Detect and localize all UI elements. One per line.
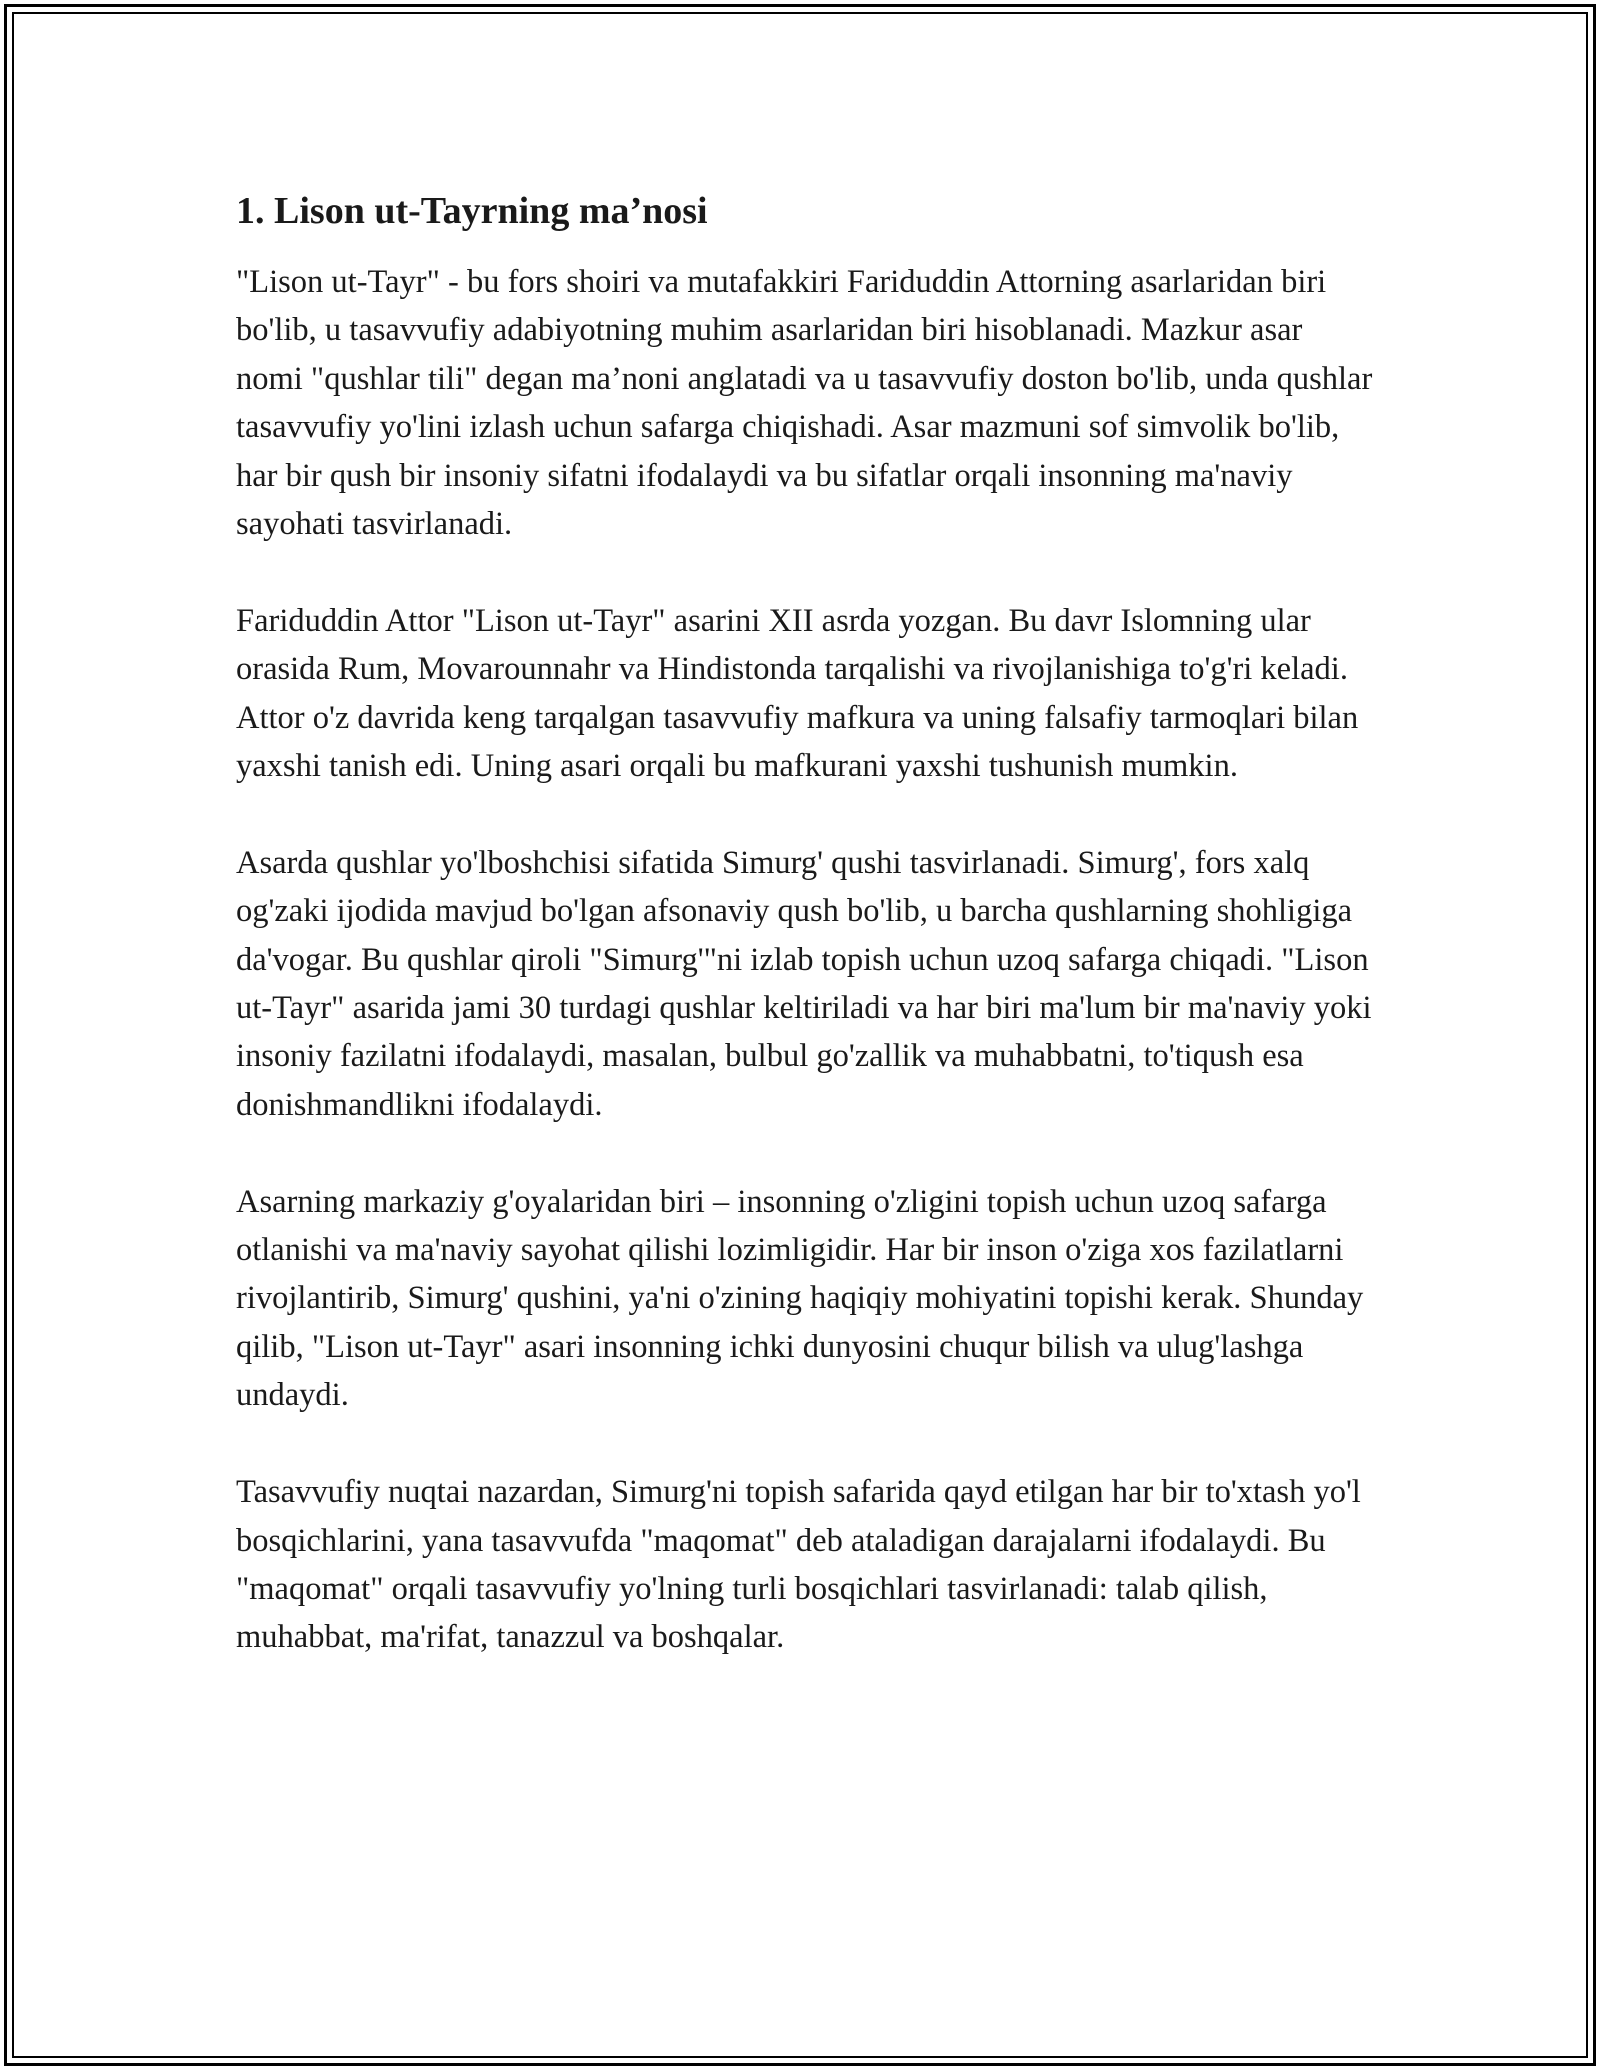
paragraph-1: "Lison ut-Tayr" - bu fors shoiri va mutafakkiri Fariduddin Attorning asarlaridan biri bo'lib, u tasavvufiy adabiyotning muhim asarlaridan biri hisoblanadi. Mazkur asar nomi "qushlar tili" degan ma’noni anglatadi va u tasavvufiy doston bo'lib, unda qushlar tasavvufiy yo'lini izlash uchun safarga chiqishadi. Asar mazmuni sof simvolik bo'lib, har bir qush bir insoniy sifatni ifodalaydi va bu sifatlar orqali insonning ma'naviy sayohati tasvirlanadi.: [236, 264, 1373, 543]
paragraph-5: Tasavvufiy nuqtai nazardan, Simurg'ni topish safarida qayd etilgan har bir to'xtash yo'l bosqichlarini, yana tasavvufda "maqomat" deb ataladigan darajalarni ifodalaydi. Bu "maqomat" orqali tasavvufiy yo'lning turli bosqichlari tasvirlanadi: talab qilish, muhabbat, ma'rifat, tanazzul va boshqalar.: [236, 1474, 1361, 1656]
paragraph-2: Fariduddin Attor "Lison ut-Tayr" asarini XII asrda yozgan. Bu davr Islomning ular orasida Rum, Movarounnahr va Hindistonda tarqalishi va rivojlanishiga to'g'ri keladi. Attor o'z davrida keng tarqalgan tasavvufiy mafkura va uning falsafiy tarmoqlari bilan yaxshi tanish edi. Uning asari orqali bu mafkurani yaxshi tushunish mumkin.: [236, 602, 1359, 785]
document-title: 1. Lison ut-Tayrning ma’nosi: [236, 190, 708, 232]
document-body: [236, 186, 1376, 1710]
paragraph-3: Asarda qushlar yo'lboshchisi sifatida Simurg' qushi tasvirlanadi. Simurg', fors xalq og'zaki ijodida mavjud bo'lgan afsonaviy qush bo'lib, u barcha qushlarning shohligiga da'vogar. Bu qushlar qiroli "Simurg'"ni izlab topish uchun uzoq safarga chiqadi. "Lison ut-Tayr" asarida jami 30 turdagi qushlar keltiriladi va har biri ma'lum bir ma'naviy yoki insoniy fazilatni ifodalaydi, masalan, bulbul go'zallik va muhabbatni, to'tiqush esa donishmandlikni ifodalaydi.: [236, 844, 1372, 1123]
paragraph-4: Asarning markaziy g'oyalaridan biri – insonning o'zligini topish uchun uzoq safarga otlanishi va ma'naviy sayohat qilishi lozimligidir. Har bir inson o'ziga xos fazilatlarni rivojlantirib, Simurg' qushini, ya'ni o'zining haqiqiy mohiyatini topishi kerak. Shunday qilib, "Lison ut-Tayr" asari insonning ichki dunyosini chuqur bilish va ulug'lashga undaydi.: [236, 1183, 1364, 1414]
